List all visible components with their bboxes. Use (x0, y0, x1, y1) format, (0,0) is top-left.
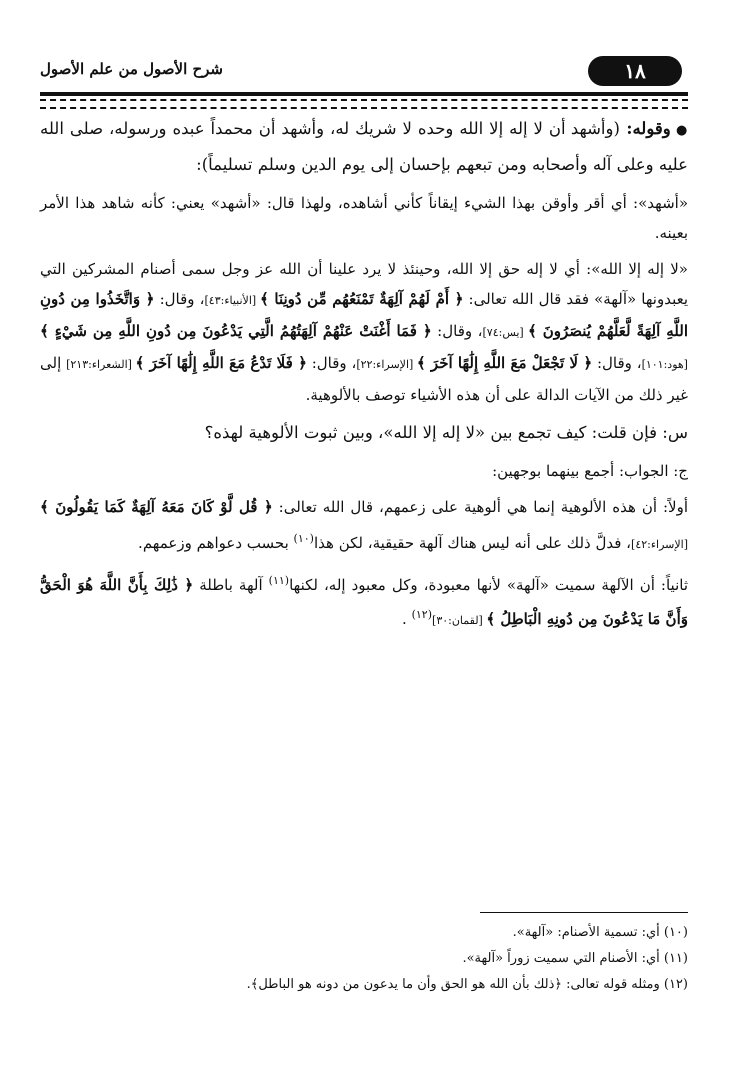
quran-citation: [الشعراء:٢١٣] (66, 358, 136, 371)
quran-citation: [يس:٧٤] (482, 326, 528, 339)
quran-citation: [الإسراء:٢٢] (356, 358, 417, 371)
footnote-rule (480, 912, 688, 913)
quran-citation: [لقمان:٣٠] (432, 614, 487, 627)
quran-quote: ﴿ أَمْ لَهُمْ آلِهَةٌ تَمْنَعُهُم مِّن دُونِنَا ﴾ (260, 290, 464, 308)
footnote-ref[interactable]: (١١) (268, 574, 290, 587)
header-dashed-rule (40, 99, 688, 109)
paragraph-lead: ● وقوله: (620, 119, 688, 138)
quran-quote: ﴿ وَاتَّخَذُوا مِن دُونِ اللَّهِ آلِهَةً لَّعَلَّهُمْ يُنصَرُونَ ﴾ (40, 290, 688, 340)
footnote-ref[interactable]: (١٠) (293, 532, 314, 545)
text-run: ثانياً: أن الآلهة سميت «آلهة» لأنها معبودة، وكل معبود إله، لكنها (289, 576, 688, 594)
quran-citation: [الإسراء:٤٢] (631, 538, 688, 551)
text-run: . (402, 610, 412, 628)
quran-quote: ﴿ ذَٰلِكَ بِأَنَّ اللَّهَ هُوَ الْحَقُّ وَأَنَّ مَا يَدْعُونَ مِن دُونِهِ الْبَاطِلُ ﴾ (40, 576, 688, 628)
footnote-11: (١١) أي: الأصنام التي سميت زوراً «آلهة». (462, 951, 688, 966)
text-run: ، وقال: (592, 354, 642, 372)
footnote-ref[interactable]: (١٢) (411, 608, 433, 621)
running-title: شرح الأصول من علم الأصول (40, 60, 223, 78)
quran-quote: ﴿ لَا تَجْعَلْ مَعَ اللَّهِ إِلَٰهًا آخَرَ ﴾ (416, 354, 593, 372)
text-run: ، وقال: (306, 354, 357, 372)
text-run: إلى غير ذلك من الآيات الدالة على أن هذه الأشياء توصف بالألوهية. (40, 354, 688, 404)
paragraph-1 (40, 112, 688, 182)
paragraph-first (40, 492, 688, 560)
quran-citation: [الأنبياء:٤٣] (204, 294, 261, 307)
paragraph-text: ج: الجواب: أجمع بينهما بوجهين: (492, 462, 688, 480)
text-run: ، وقال: (154, 290, 205, 308)
text-run: أولاً: أن هذه الألوهية إنما هي ألوهية على زعمهم، قال الله تعالى: (272, 498, 689, 516)
text-run: «لا إله إلا الله»: أي لا إله حق إلا الله، وحينئذ لا يرد علينا أن الله عز وجل سمى أصنام المشركين التي يعبدونها «آلهة» فقد قال الله تعالى: (40, 260, 689, 308)
header-rule (40, 92, 688, 96)
footnote-12: (١٢) ومثله قوله تعالى: ﴿ذلك بأن الله هو الحق وأن ما يدعون من دونه هو الباطل﴾. (246, 977, 688, 992)
paragraph-second (40, 566, 688, 636)
paragraph-2 (40, 188, 688, 248)
quran-quote: ﴿ فَمَا أَغْنَتْ عَنْهُمْ آلِهَتُهُمُ الَّتِي يَدْعُونَ مِن دُونِ اللَّهِ مِن شَيْءٍ ﴾ (40, 322, 432, 340)
footnote-10: (١٠) أي: تسمية الأصنام: «آلهة». (512, 925, 688, 940)
text-run: ، وقال: (431, 322, 483, 340)
page-number-badge: ١٨ (588, 56, 682, 86)
page-header (40, 52, 688, 92)
paragraph-question (40, 416, 688, 450)
paragraph-text: «أشهد»: أي أقر وأوقن بهذا الشيء إيقاناً كأني أشاهده، ولهذا قال: «أشهد» يعني: كأنه شاهد هذا الأمر بعينه. (40, 194, 688, 242)
paragraph-3 (40, 254, 688, 410)
footnotes (40, 920, 688, 998)
paragraph-text: (وأشهد أن لا إله إلا الله وحده لا شريك له، وأشهد أن محمداً عبده ورسوله، صلى الله عليه وعلى آله وأصحابه ومن تبعهم بإحسان إلى يوم الدين وسلم تسليماً): (40, 119, 688, 174)
quran-quote: ﴿ قُل لَّوْ كَانَ مَعَهُ آلِهَةٌ كَمَا يَقُولُونَ ﴾ (40, 498, 273, 516)
paragraph-text: س: فإن قلت: كيف تجمع بين «لا إله إلا الله»، وبين ثبوت الألوهية لهذه؟ (204, 423, 688, 442)
text-run: بحسب دعواهم وزعمهم. (138, 534, 294, 552)
text-run: ، فدلَّ ذلك على أنه ليس هناك آلهة حقيقية، لكن هذا (313, 534, 632, 552)
quran-quote: ﴿ فَلَا تَدْعُ مَعَ اللَّهِ إِلَٰهًا آخَرَ ﴾ (135, 354, 307, 372)
page-body (40, 112, 688, 642)
paragraph-answer (40, 456, 688, 486)
text-run: آلهة باطلة (193, 576, 269, 594)
quran-citation: [هود:١٠١] (641, 358, 688, 371)
